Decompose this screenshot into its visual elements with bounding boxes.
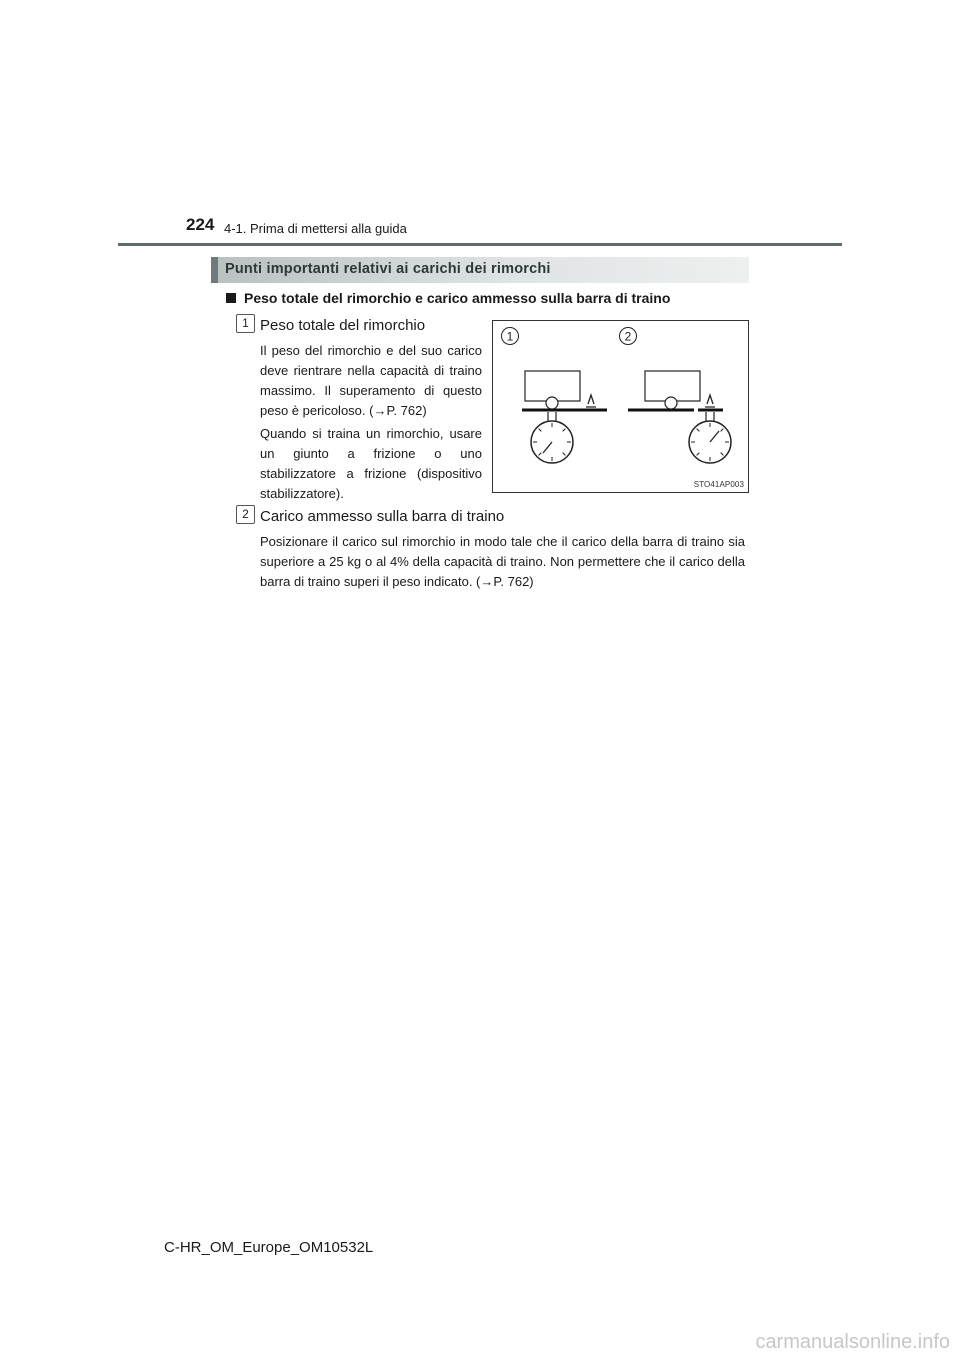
item-number-badge: 1	[236, 314, 255, 333]
section-header: 4-1. Prima di mettersi alla guida	[224, 221, 407, 236]
scale-gauge-icon	[531, 421, 573, 463]
trailer-load-figure	[492, 320, 749, 493]
callout-1-label: 1	[506, 329, 514, 344]
trailer-scale-illustration	[493, 321, 750, 494]
trailer-wheel-icon	[665, 397, 677, 409]
trailer-wheel-icon	[546, 397, 558, 409]
callout-2	[620, 328, 637, 345]
item-paragraph: Il peso del rimorchio e del suo carico deve rientrare nella capacità di traino massimo. Il superamento di questo peso è pericoloso. (→P. 762)	[260, 343, 482, 418]
item-title: Carico ammesso sulla barra di traino	[260, 508, 505, 525]
square-bullet-icon	[226, 293, 236, 303]
trailer-body	[645, 371, 700, 401]
subsection-title: Peso totale del rimorchio e carico ammesso sulla barra di traino	[244, 290, 671, 306]
callout-1	[502, 328, 519, 345]
scale-gauge-icon	[689, 421, 731, 463]
item-paragraph: Posizionare il carico sul rimorchio in modo tale che il carico della barra di traino sia superiore a 25 kg o al 4% della capacità di traino. Non permettere che il carico della barra di traino superi il peso indicato. (→P. 762)	[260, 534, 745, 589]
jack-stand-icon	[586, 395, 596, 407]
topic-title: Punti importanti relativi ai carichi dei rimorchi	[225, 261, 551, 277]
drawbar-icon	[705, 395, 715, 407]
drawbar-load-diagram	[628, 371, 731, 463]
page-number: 224	[186, 215, 215, 234]
item-title: Peso totale del rimorchio	[260, 317, 426, 334]
trailer-total-weight-diagram	[522, 371, 607, 463]
topic-bar-accent	[211, 257, 218, 283]
figure-code: STO41AP003	[693, 480, 744, 489]
watermark: carmanualsonline.info	[755, 1331, 950, 1353]
subsection-heading	[226, 290, 670, 306]
callout-2-label: 2	[624, 329, 632, 344]
document-code: C-HR_OM_Europe_OM10532L	[164, 1239, 374, 1256]
item-paragraph: Quando si traina un rimorchio, usare un giunto a frizione o uno stabilizzatore a frizione (dispositivo stabilizzatore).	[260, 426, 482, 501]
header-divider	[118, 243, 842, 246]
item-number-badge: 2	[236, 505, 255, 524]
